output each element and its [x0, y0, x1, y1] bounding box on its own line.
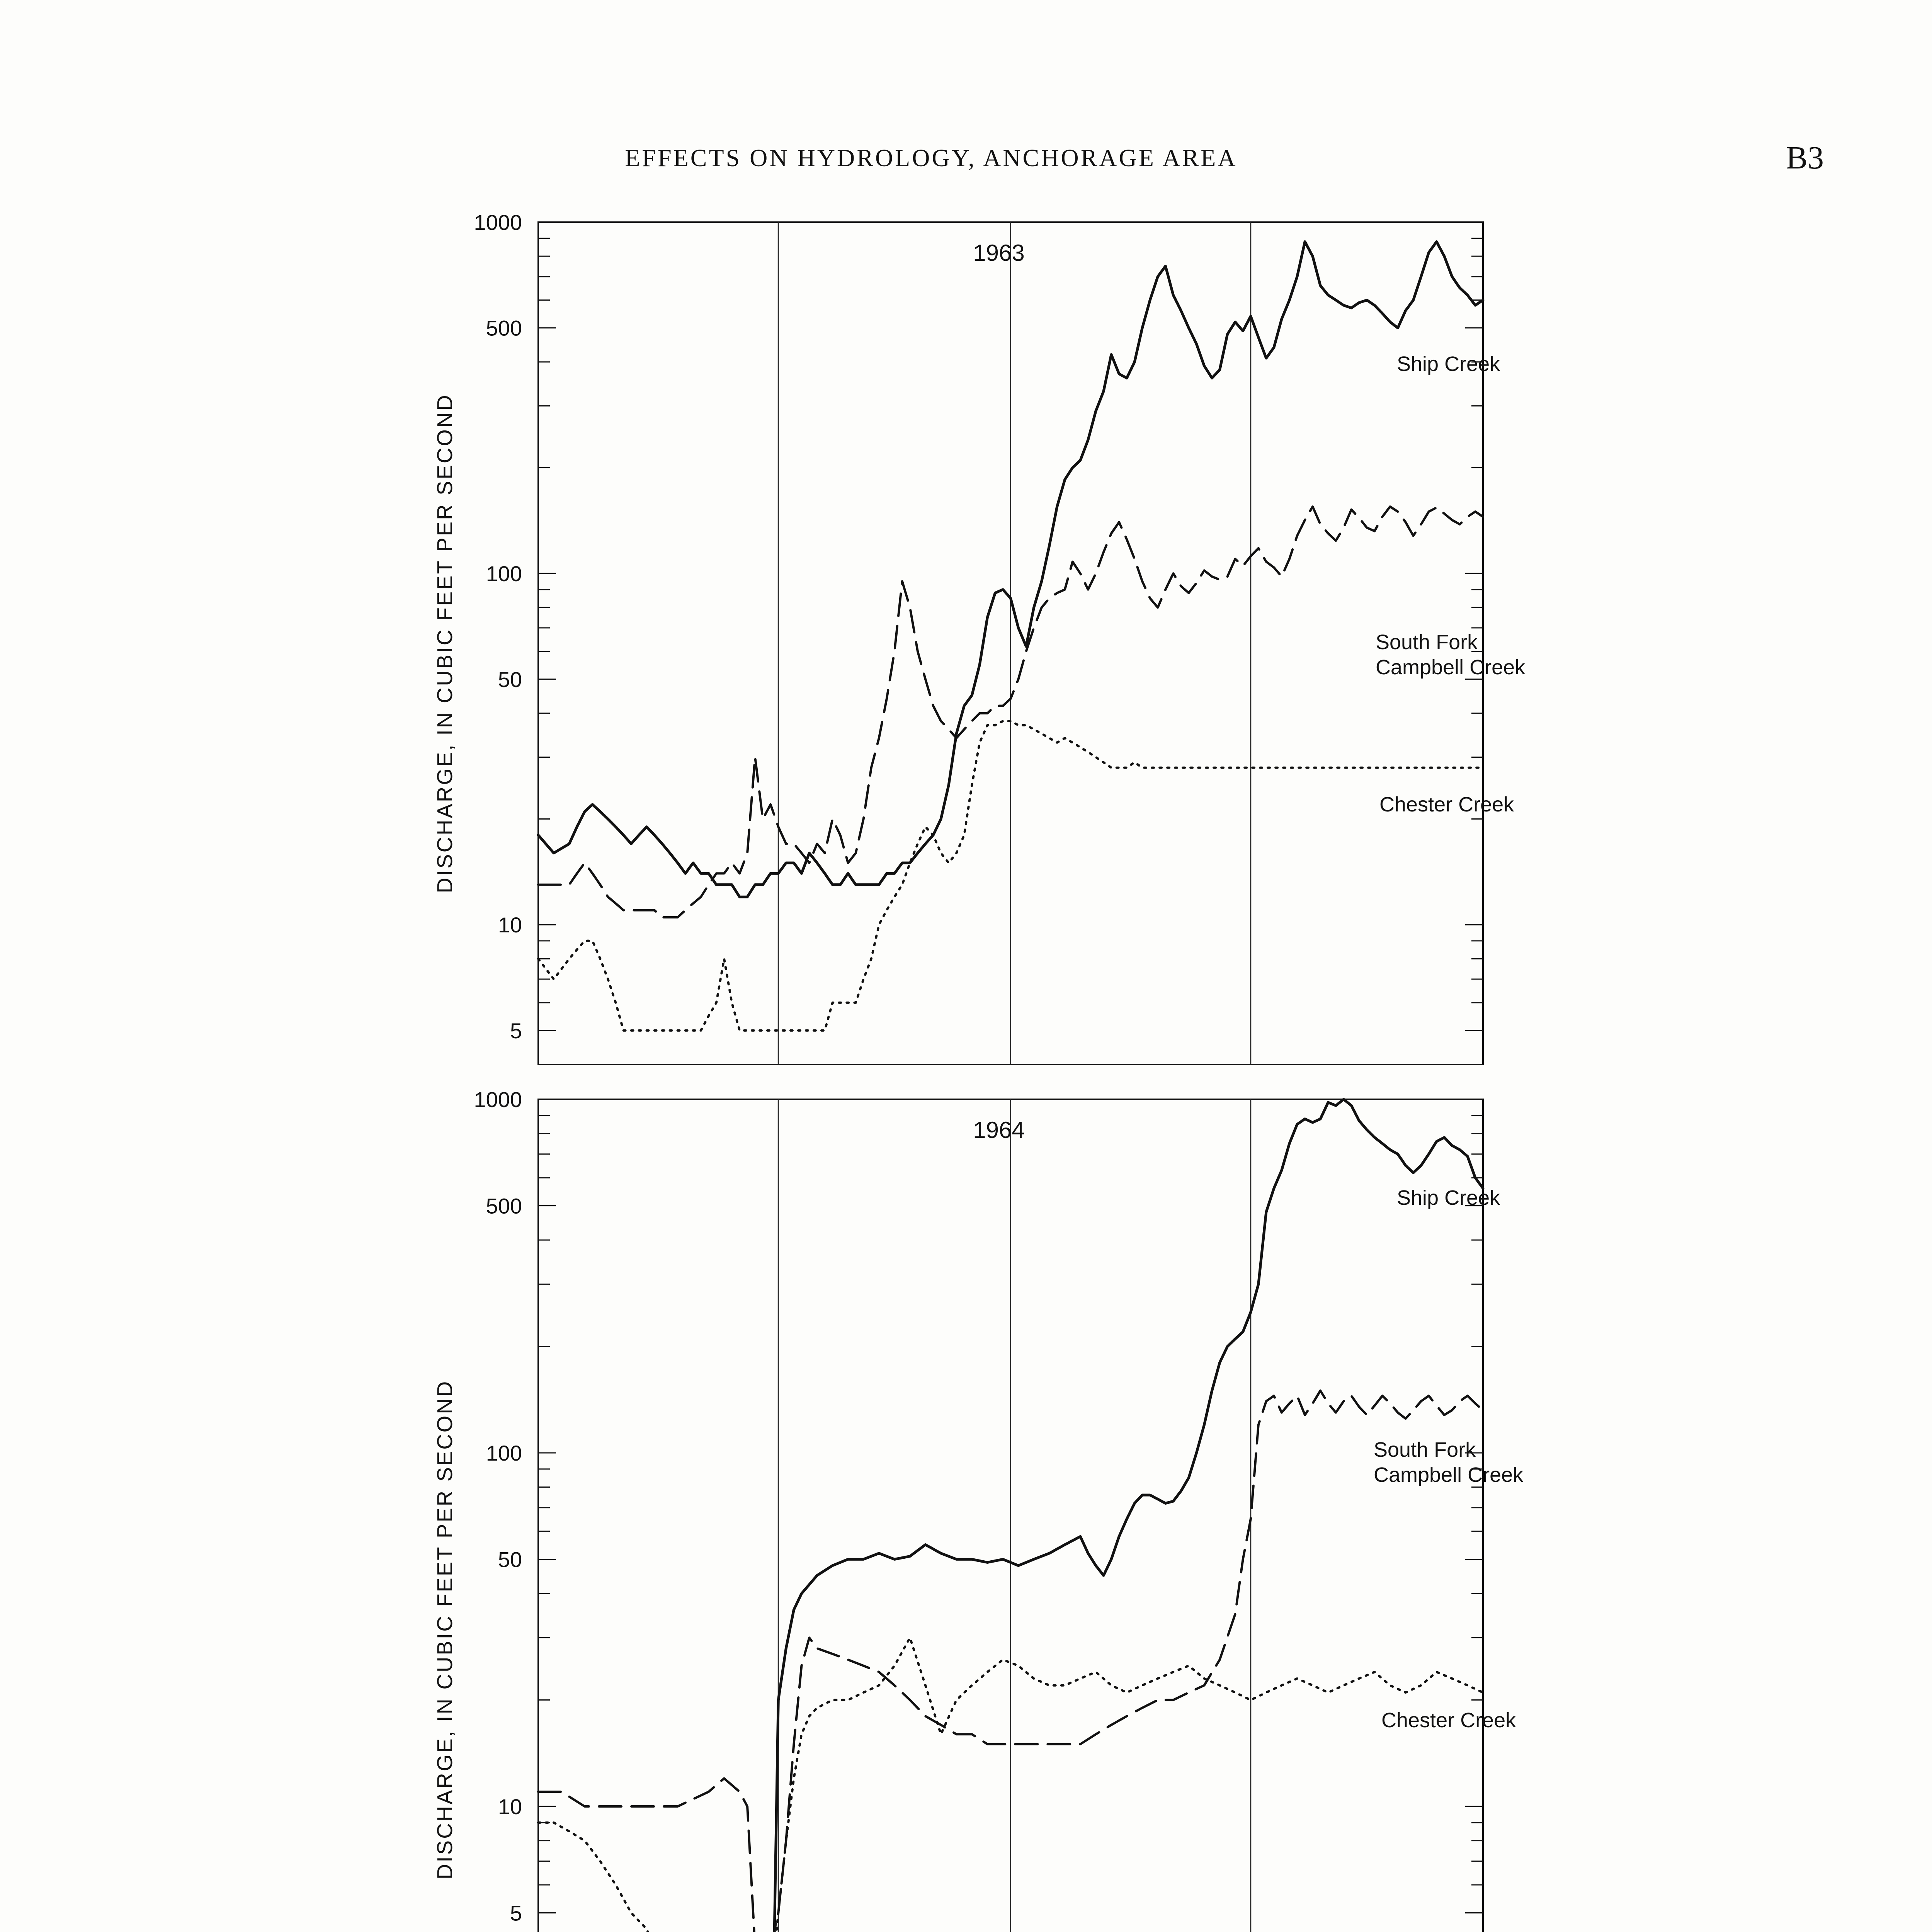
series-label: Ship Creek: [1397, 352, 1500, 376]
y-tick-label: 10: [498, 1794, 522, 1819]
hydrograph-1964: [432, 1087, 1524, 1932]
y-tick-label: 50: [498, 667, 522, 692]
running-head: EFFECTS ON HYDROLOGY, ANCHORAGE AREA: [625, 144, 1238, 172]
series-label: Chester Creek: [1381, 1709, 1516, 1732]
series-label: Campbell Creek: [1374, 1463, 1524, 1486]
series-label: Chester Creek: [1379, 793, 1514, 816]
hydrograph-1963: [432, 210, 1526, 1065]
series-label: South Fork: [1374, 1438, 1476, 1461]
panel-title: 1964: [973, 1117, 1025, 1143]
y-tick-label: 5: [510, 1018, 522, 1043]
series-label: South Fork: [1376, 631, 1478, 654]
series-label: Campbell Creek: [1376, 656, 1526, 679]
y-tick-label: 500: [486, 1194, 522, 1218]
y-tick-label: 10: [498, 913, 522, 937]
page-number: B3: [1786, 140, 1824, 176]
panel-title: 1963: [973, 240, 1025, 266]
y-tick-label: 500: [486, 316, 522, 340]
y-tick-label: 50: [498, 1547, 522, 1572]
y-tick-label: 1000: [474, 210, 522, 235]
y-tick-label: 5: [510, 1901, 522, 1925]
y-tick-label: 100: [486, 561, 522, 586]
y-axis-label: DISCHARGE, IN CUBIC FEET PER SECOND: [432, 393, 457, 893]
series-label: Ship Creek: [1397, 1186, 1500, 1209]
y-tick-label: 100: [486, 1441, 522, 1465]
y-axis-label: DISCHARGE, IN CUBIC FEET PER SECOND: [432, 1379, 457, 1880]
y-tick-label: 1000: [474, 1087, 522, 1112]
